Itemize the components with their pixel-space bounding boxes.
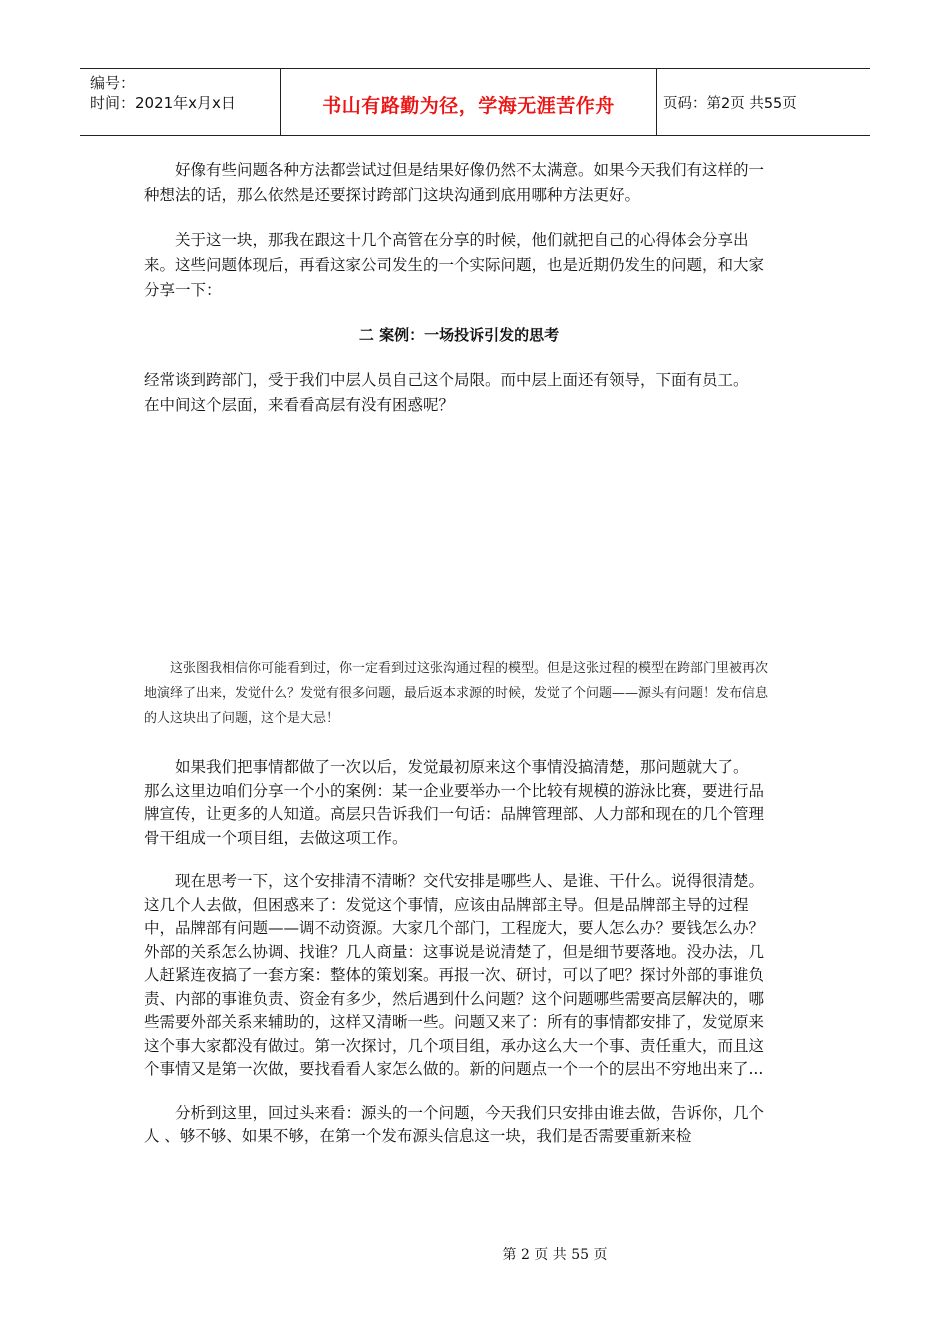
paragraph: 那么这里边咱们分享一个小的案例：某一企业要举办一个比较有规模的游泳比赛，要进行品牌宣传，让更多的人知道。高层只告诉我们一句话：品牌管理部、人力部和现在的几个管理骨干组成一个项目组，去做这项工作。 xyxy=(144,781,765,847)
header-page-info: 页码：第2页 共55页 xyxy=(663,95,797,112)
paragraph: 在中间这个层面，来看看高层有没有困惑呢？ xyxy=(144,396,455,414)
page-footer xyxy=(0,1244,950,1264)
document-number-label: 编号： xyxy=(90,74,136,92)
document-body-bottom xyxy=(144,756,774,1149)
document-header xyxy=(80,68,870,136)
paragraph: 现在思考一下，这个安排清不清晰？交代安排是哪些人、是谁、干什么。说得很清楚。这几个人去做，但困惑来了：发觉这个事情，应该由品牌部主导。但是品牌部主导的过程中，品牌部有问题——调不动资源。大家几个部门，工程庞大，要人怎么办？要钱怎么办？外部的关系怎么协调、找谁？几人商量：这事说是说清楚了，但是细节要落地。没办法，几人赶紧连夜搞了一套方案：整体的策划案。再报一次、研讨，可以了吧？探讨外部的事谁负责、内部的事谁负责、资金有多少，然后遇到什么问题？这个问题哪些需要高层解决的，哪些需要外部关系来辅助的，这样又清晰一些。问题又来了：所有的事情都安排了，发觉原来这个事大家都没有做过。第一次探讨，几个项目组，承办这么大一个事、责任重大，而且这个事情又是第一次做，要找看看人家怎么做的。新的问题点一个一个的层出不穷地出来了... xyxy=(144,872,765,1078)
figure-caption xyxy=(144,656,779,731)
paragraph: 经常谈到跨部门，受于我们中层人员自己这个局限。而中层上面还有领导，下面有员工。 xyxy=(144,371,749,389)
document-body-top xyxy=(144,158,774,418)
caption-text: 这张图我相信你可能看到过，你一定看到过这张沟通过程的模型。但是这张过程的模型在跨部门里被再次地演绎了出来，发觉什么？发觉有很多问题，最后返本求源的时候，发觉了个问题——源头有问题！发布信息的人这块出了问题，这个是大忌！ xyxy=(144,661,769,726)
paragraph: 分析到这里，回过头来看：源头的一个问题，今天我们只安排由谁去做，告诉你，几个人 、够不够、如果不够，在第一个发布源头信息这一块，我们是否需要重新来检 xyxy=(144,1103,765,1145)
header-slogan: 书山有路勤为径，学海无涯苦作舟 xyxy=(322,94,615,117)
document-time-label: 时间：2021年x月x日 xyxy=(90,94,236,112)
footer-page-number: 第 2 页 共 55 页 xyxy=(502,1247,608,1263)
header-slogan-cell xyxy=(281,69,657,135)
paragraph: 如果我们把事情都做了一次以后，发觉最初原来这个事情没搞清楚，那问题就大了。 xyxy=(175,758,749,776)
paragraph: 关于这一块，那我在跟这十几个高管在分享的时候，他们就把自己的心得体会分享出来。这些问题体现后，再看这家公司发生的一个实际问题，也是近期仍发生的问题，和大家分享一下： xyxy=(144,231,765,299)
header-page-info-cell xyxy=(657,69,870,135)
header-meta xyxy=(80,69,281,135)
section-heading: 二 案例：一场投诉引发的思考 xyxy=(358,326,560,344)
paragraph: 好像有些问题各种方法都尝试过但是结果好像仍然不太满意。如果今天我们有这样的一种想法的话，那么依然是还要探讨跨部门这块沟通到底用哪种方法更好。 xyxy=(144,161,765,204)
